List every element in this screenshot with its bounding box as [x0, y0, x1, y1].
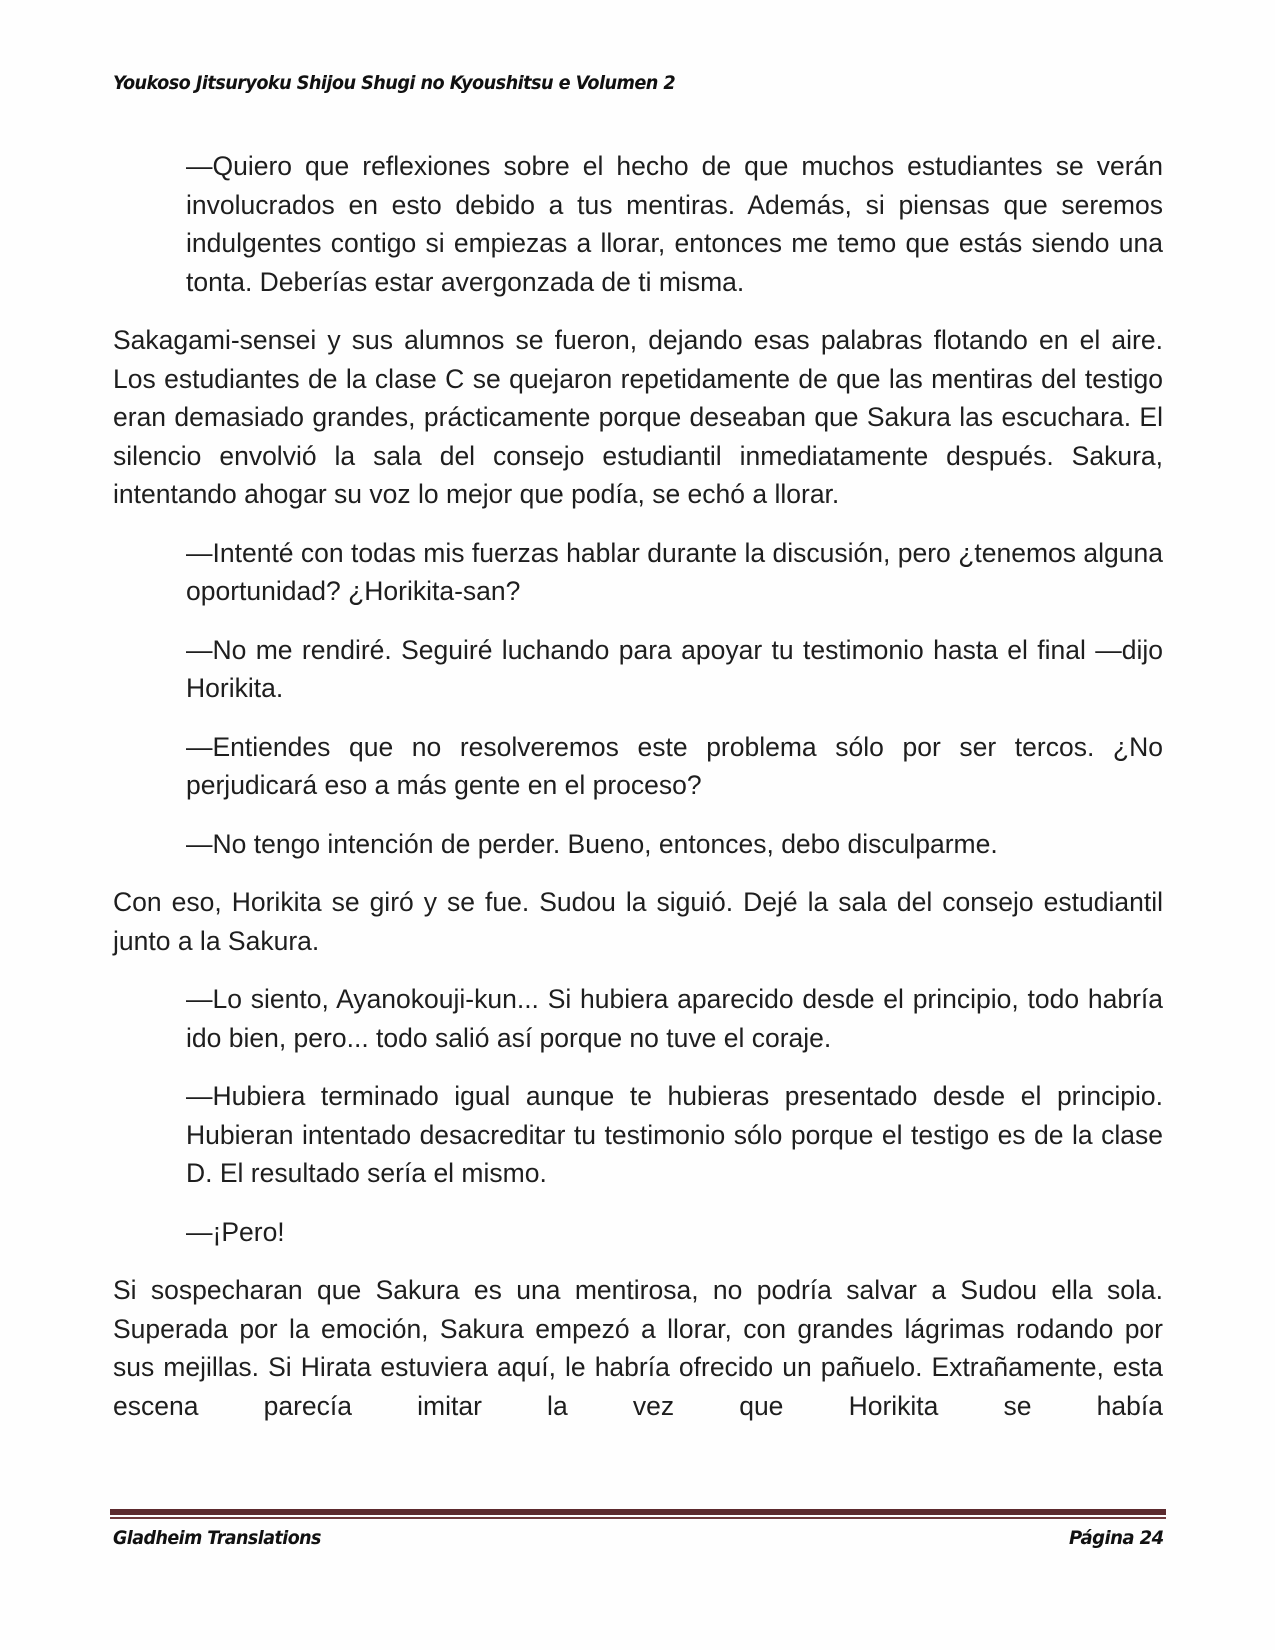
page-number: Página 24	[1069, 1527, 1164, 1549]
dialogue-paragraph: —Lo siento, Ayanokouji-kun... Si hubiera aparecido desde el principio, todo habría ido bien, pero... todo salió así porque no tuve el coraje.	[186, 984, 1163, 1053]
body-text	[113, 147, 1163, 1425]
dialogue-paragraph: —No me rendiré. Seguiré luchando para apoyar tu testimonio hasta el final —dijo Horikita.	[186, 634, 1163, 703]
narration-paragraph: Si sospecharan que Sakura es una mentirosa, no podría salvar a Sudou ella sola. Superada por la emoción, Sakura empezó a llorar, con grandes lágrimas rodando por sus mejillas. Si Hirata estuviera aquí, le habría ofrecido un pañuelo. Extrañamente, esta escena parecía imitar la vez que Horikita se había	[113, 1275, 1163, 1421]
dialogue-paragraph: —Intenté con todas mis fuerzas hablar durante la discusión, pero ¿tenemos alguna oportunidad? ¿Horikita-san?	[186, 537, 1163, 606]
dialogue-paragraph: —Hubiera terminado igual aunque te hubieras presentado desde el principio. Hubieran intentado desacreditar tu testimonio sólo porque el testigo es de la clase D. El resultado sería el mismo.	[186, 1081, 1163, 1188]
footer-rule-thin	[110, 1517, 1166, 1519]
footer-credit: Gladheim Translations	[113, 1527, 321, 1549]
narration-paragraph: Con eso, Horikita se giró y se fue. Sudou la siguió. Dejé la sala del consejo estudiantil junto a la Sakura.	[113, 887, 1163, 956]
dialogue-paragraph: —Entiendes que no resolveremos este problema sólo por ser tercos. ¿No perjudicará eso a más gente en el proceso?	[186, 731, 1163, 800]
dialogue-paragraph: —No tengo intención de perder. Bueno, entonces, debo disculparme.	[186, 828, 998, 859]
footer-rule	[110, 1509, 1166, 1519]
running-header: Youkoso Jitsuryoku Shijou Shugi no Kyoushitsu e Volumen 2	[113, 72, 676, 94]
dialogue-paragraph: —¡Pero!	[186, 1216, 285, 1247]
dialogue-paragraph: —Quiero que reflexiones sobre el hecho de que muchos estudiantes se verán involucrados en esto debido a tus mentiras. Además, si piensas que seremos indulgentes contigo si empiezas a llorar, entonces me temo que estás siendo una tonta. Deberías estar avergonzada de ti misma.	[186, 151, 1163, 297]
narration-paragraph: Sakagami-sensei y sus alumnos se fueron, dejando esas palabras flotando en el aire. Los estudiantes de la clase C se quejaron repetidamente de que las mentiras del testigo eran demasiado grandes, prácticamente porque deseaban que Sakura las escuchara. El silencio envolvió la sala del consejo estudiantil inmediatamente después. Sakura, intentando ahogar su voz lo mejor que podía, se echó a llorar.	[113, 325, 1163, 509]
